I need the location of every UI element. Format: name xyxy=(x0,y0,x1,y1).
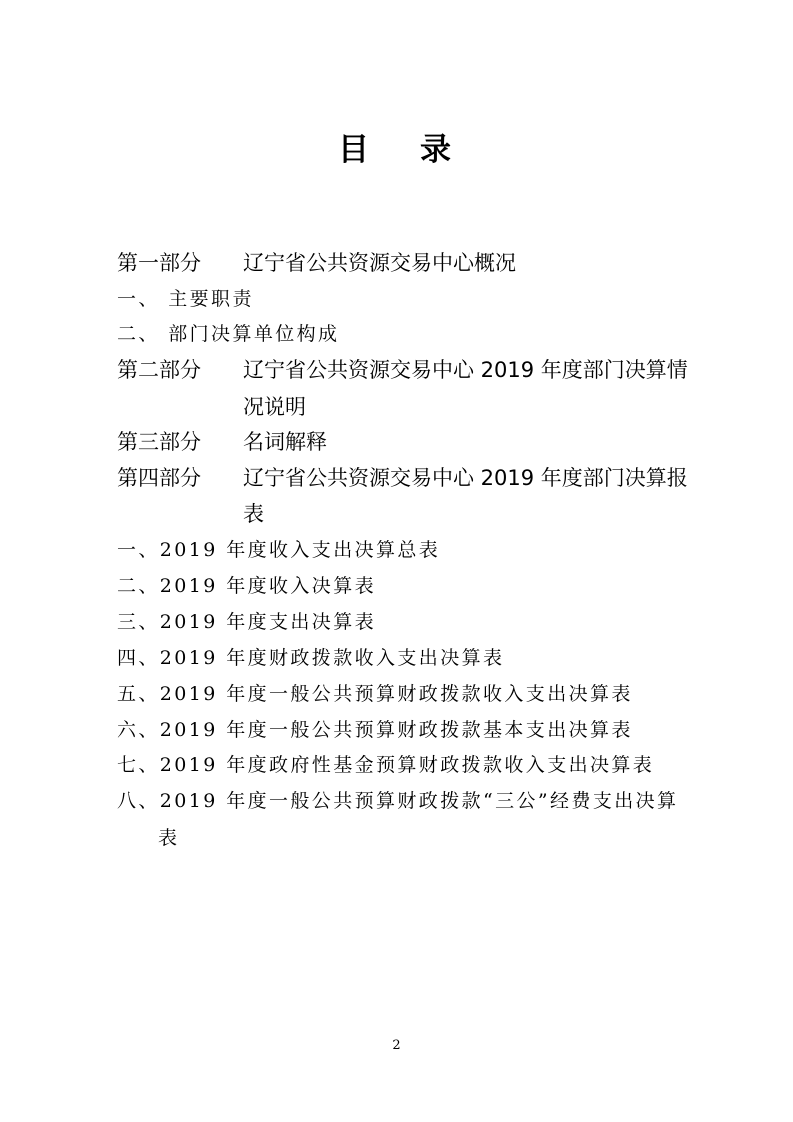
page-title xyxy=(0,128,793,172)
toc-item: 一、2019 年度收入支出决算总表 xyxy=(117,539,441,561)
toc-item: 三、2019 年度支出决算表 xyxy=(117,611,376,633)
toc-item: 七、2019 年度政府性基金预算财政拨款收入支出决算表 xyxy=(117,754,655,776)
part-label: 第一部分 xyxy=(117,251,201,275)
toc-part-1 xyxy=(0,249,793,277)
toc-item: 二、 部门决算单位构成 xyxy=(117,323,340,345)
page-number: 2 xyxy=(392,1038,401,1053)
toc-part-4 xyxy=(0,464,793,492)
toc-item: 一、 主要职责 xyxy=(117,288,254,310)
toc-item: 八、2019 年度一般公共预算财政拨款“三公”经费支出决算 xyxy=(117,790,679,812)
toc-item: 四、2019 年度财政拨款收入支出决算表 xyxy=(117,647,505,669)
toc-item-continuation: 表 xyxy=(158,827,180,849)
part-label: 第二部分 xyxy=(117,358,201,382)
part-title: 辽宁省公共资源交易中心 2019 年度部门决算报 xyxy=(243,466,688,490)
part-label: 第四部分 xyxy=(117,466,201,490)
toc-item: 六、2019 年度一般公共预算财政拨款基本支出决算表 xyxy=(117,719,633,741)
title-char-1: 目 xyxy=(338,132,369,168)
part-title: 辽宁省公共资源交易中心概况 xyxy=(243,251,516,275)
part-title: 名词解释 xyxy=(243,430,327,454)
toc-item: 二、2019 年度收入决算表 xyxy=(117,575,376,597)
part-title-continuation: 表 xyxy=(243,502,264,526)
title-char-2: 录 xyxy=(420,132,451,168)
toc-item: 五、2019 年度一般公共预算财政拨款收入支出决算表 xyxy=(117,683,633,705)
part-title-continuation: 况说明 xyxy=(243,395,306,419)
part-title: 辽宁省公共资源交易中心 2019 年度部门决算情 xyxy=(243,358,688,382)
toc-part-2 xyxy=(0,356,793,384)
toc-part-3 xyxy=(0,428,793,456)
part-label: 第三部分 xyxy=(117,430,201,454)
